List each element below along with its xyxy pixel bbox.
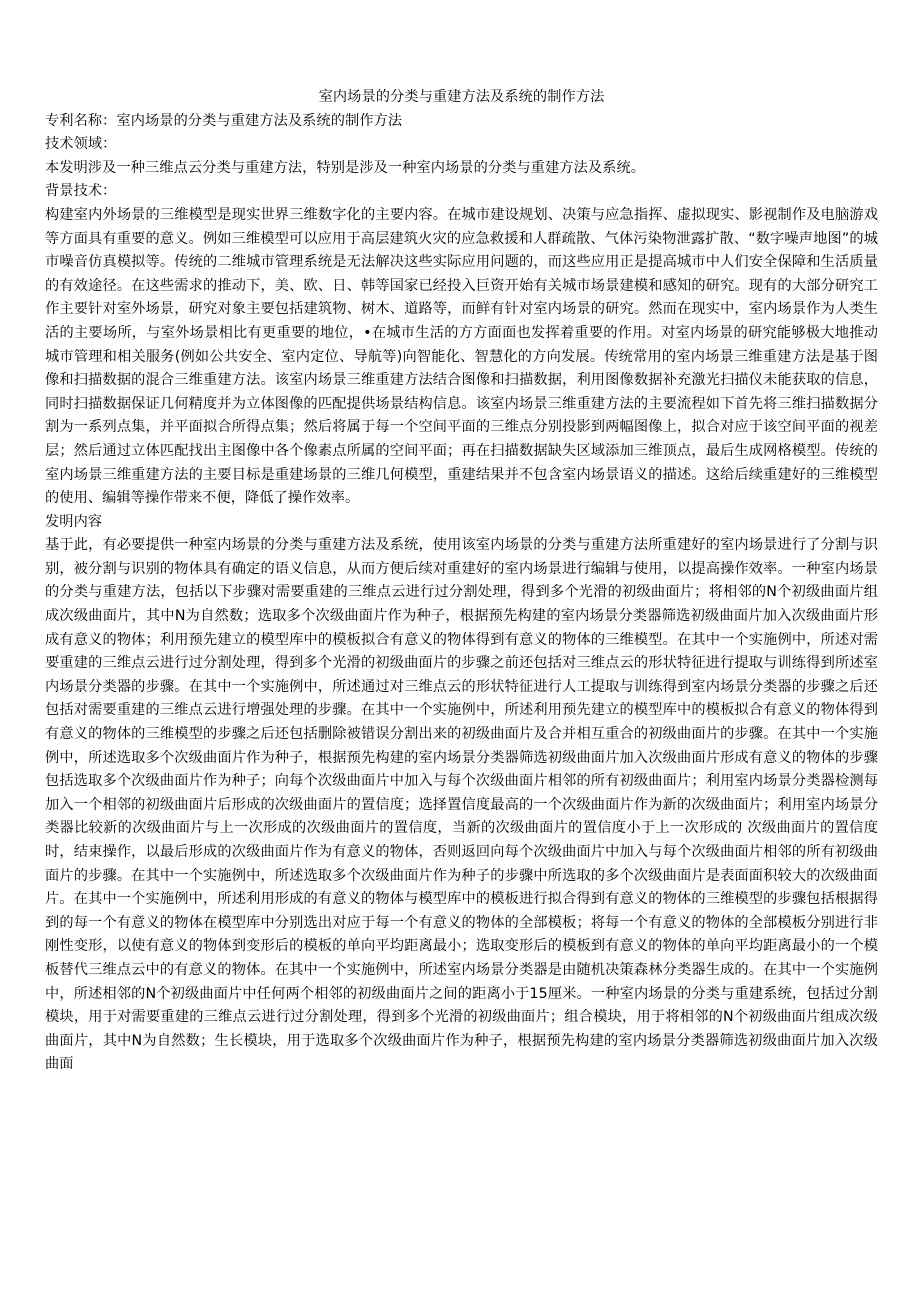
field-heading: 技术领域：	[45, 136, 117, 153]
document-page	[45, 86, 878, 1077]
background-paragraph: 构建室内外场景的三维模型是现实世界三维数字化的主要内容。在城市建设规划、决策与应急指挥、虚拟现实、影视制作及电脑游戏等方面具有重要的意义。例如三维模型可以应用于高层建筑火灾的应急救援和人群疏散、气体污染物泄露扩散、“数字噪声地图”的城市噪音仿真模拟等。传统的二维城市管理系统是无法解决这些实际应用问题的，而这些应用正是提高城市中人们安全保障和生活质量的有效途径。在这些需求的推动下，美、欧、日、韩等国家已经投入巨资开始有关城市场景建模和感知的研究。现有的大部分研究工作主要针对室外场景，研究对象主要包括建筑物、树木、道路等，而鲜有针对室内场景的研究。然而在现实中，室内场景作为人类生活的主要场所，与室外场景相比有更重要的地位，•在城市生活的方方面面也发挥着重要的作用。对室内场景的研究能够极大地推动城市管理和相关服务(例如公共安全、室内定位、导航等)向智能化、智慧化的方向发展。传统常用的室内场景三维重建方法是基于图像和扫描数据的混合三维重建方法。该室内场景三维重建方法结合图像和扫描数据，利用图像数据补充激光扫描仪未能获取的信息，同时扫描数据保证几何精度并为立体图像的匹配提供场景结构信息。该室内场景三维重建方法的主要流程如下首先将三维扫描数据分割为一系列点集，并平面拟合所得点集；然后将属于每一个空间平面的三维点分别投影到两幅图像上，拟合对应于该空间平面的视差层；然后通过立体匹配找出主图像中各个像素点所属的空间平面；再在扫描数据缺失区域添加三维顶点，最后生成网格模型。传统的室内场景三维重建方法的主要目标是重建场景的三维几何模型，重建结果并不包含室内场景语义的描述。这给后续重建好的三维模型的使用、编辑等操作带来不便，降低了操作效率。	[45, 206, 878, 507]
document-title: 室内场景的分类与重建方法及系统的制作方法	[318, 89, 605, 105]
invention-heading: 发明内容	[45, 513, 103, 530]
invention-paragraph: 基于此，有必要提供一种室内场景的分类与重建方法及系统，使用该室内场景的分类与重建方法所重建好的室内场景进行了分割与识别，被分割与识别的物体具有确定的语义信息，从而方便后续对重建好的室内场景进行编辑与使用，以提高操作效率。一种室内场景的分类与重建方法，包括以下步骤对需要重建的三维点云进行过分割处理，得到多个光滑的初级曲面片；将相邻的N个初级曲面片组成次级曲面片，其中N为自然数；选取多个次级曲面片作为种子，根据预先构建的室内场景分类器筛选初级曲面片加入次级曲面片形成有意义的物体；利用预先建立的模型库中的模板拟合有意义的物体得到有意义的物体的三维模型。在其中一个实施例中，所述对需要重建的三维点云进行过分割处理，得到多个光滑的初级曲面片的步骤之前还包括对三维点云的形状特征进行提取与训练得到所述室内场景分类器的步骤。在其中一个实施例中，所述通过对三维点云的形状特征进行人工提取与训练得到室内场景分类器的步骤之后还包括对需要重建的三维点云进行增强处理的步骤。在其中一个实施例中，所述利用预先建立的模型库中的模板拟合有意义的物体得到有意义的物体的三维模型的步骤之后还包括删除被错误分割出来的初级曲面片及合并相互重合的初级曲面片的步骤。在其中一个实施例中，所述选取多个次级曲面片作为种子，根据预先构建的室内场景分类器筛选初级曲面片加入次级曲面片形成有意义的物体的步骤包括选取多个次级曲面片作为种子；向每个次级曲面片中加入与每个次级曲面片相邻的所有初级曲面片；利用室内场景分类器检测每加入一个相邻的初级曲面片后形成的次级曲面片的置信度；选择置信度最高的一个次级曲面片作为新的次级曲面片；利用室内场景分类器比较新的次级曲面片与上一次形成的次级曲面片的置信度，当新的次级曲面片的置信度小于上一次形成的 次级曲面片的置信度时，结束操作，以最后形成的次级曲面片作为有意义的物体，否则返回向每个次级曲面片中加入与每个次级曲面片相邻的所有初级曲面片的步骤。在其中一个实施例中，所述选取多个次级曲面片作为种子的步骤中所选取的多个次级曲面片是表面面积较大的次级曲面片。在其中一个实施例中，所述利用形成的有意义的物体与模型库中的模板进行拟合得到有意义的物体的三维模型的步骤包括根据得到的每一个有意义的物体在模型库中分别选出对应于每一个有意义的物体的全部模板；将每一个有意义的物体的全部模板分别进行非刚性变形，以使有意义的物体到变形后的模板的单向平均距离最小；选取变形后的模板到有意义的物体的单向平均距离最小的一个模板替代三维点云中的有意义的物体。在其中一个实施例中，所述室内场景分类器是由随机决策森林分类器生成的。在其中一个实施例中，所述相邻的N个初级曲面片中任何两个相邻的初级曲面片之间的距离小于15厘米。一种室内场景的分类与重建系统，包括过分割模块，用于对需要重建的三维点云进行过分割处理，得到多个光滑的初级曲面片；组合模块，用于将相邻的N个初级曲面片组成次级曲面片，其中N为自然数；生长模块，用于选取多个次级曲面片作为种子，根据预先构建的室内场景分类器筛选初级曲面片加入次级曲面	[45, 537, 878, 1073]
patent-name-line: 专利名称：室内场景的分类与重建方法及系统的制作方法	[45, 112, 403, 129]
field-paragraph: 本发明涉及一种三维点云分类与重建方法，特别是涉及一种室内场景的分类与重建方法及系统。	[45, 159, 646, 176]
background-heading: 背景技术：	[45, 183, 117, 200]
